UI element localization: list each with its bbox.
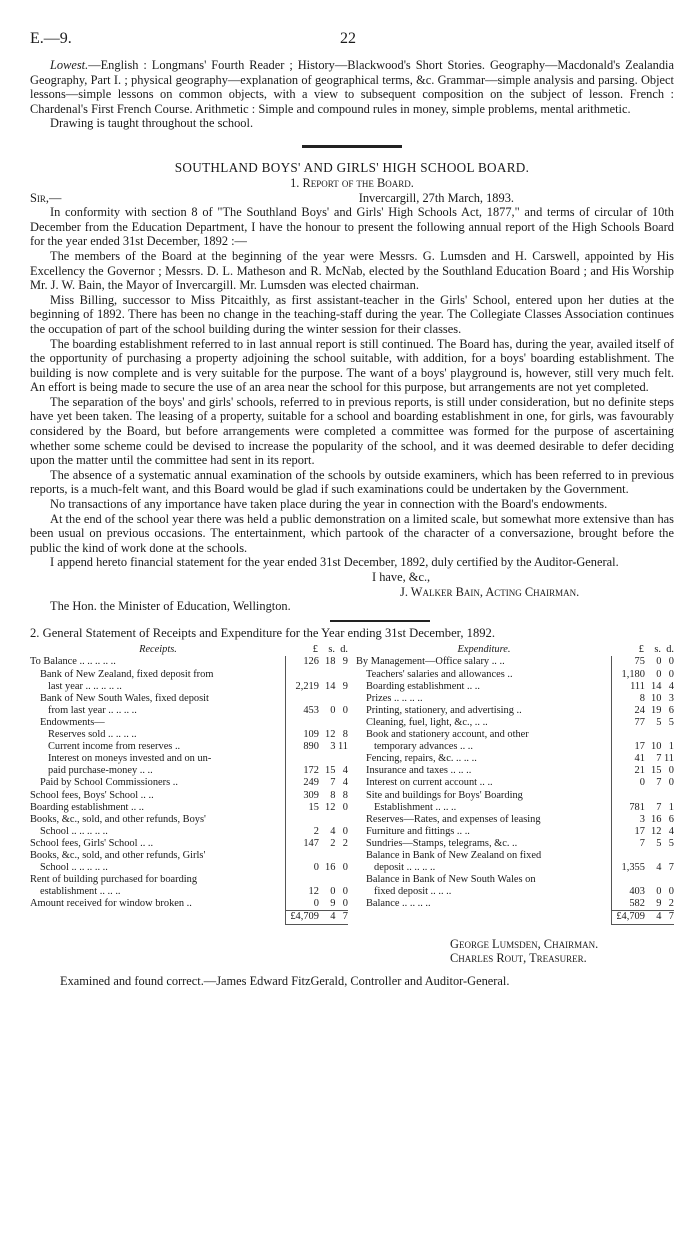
addressee: The Hon. the Minister of Education, Wellington. (50, 599, 291, 614)
amount-shillings: 7 (656, 801, 662, 813)
amount-pence (661, 850, 674, 862)
amount-shillings: 10 (651, 692, 662, 704)
account-row (356, 741, 674, 753)
amount-pence: 5 (668, 837, 674, 849)
account-row (30, 838, 348, 850)
amount-pounds: 12 (308, 886, 319, 898)
amount-pounds: 41 (634, 753, 645, 765)
account-row (356, 669, 674, 681)
account-item-label: Rent of building purchased for boarding (30, 874, 198, 886)
amount-shillings (319, 717, 335, 729)
account-item-label: Amount received for window broken .. (30, 898, 192, 910)
amount-pounds: 2,219 (295, 680, 319, 692)
amount-pounds: 453 (303, 704, 319, 716)
account-item-label: School fees, Boys' School .. .. (30, 789, 154, 801)
account-item-label: Boarding establishment .. .. (30, 801, 144, 813)
amount-shillings (319, 669, 335, 681)
amount-pounds: 126 (303, 656, 319, 668)
amount-pounds: 582 (629, 898, 645, 910)
amount-pounds: 403 (629, 886, 645, 898)
receipts-heading: Receipts. (139, 644, 177, 656)
amount-pence: 1 (668, 741, 674, 753)
section-title: SOUTHLAND BOYS' AND GIRLS' HIGH SCHOOL BOARD. (174, 159, 530, 175)
account-item-label: last year .. .. .. .. .. (48, 680, 122, 692)
report-paragraph: In conformity with section 8 of "The Southland Boys' and Girls' High Schools Act, 1877," and terms of circular of 10th December from the Education Department, I have the honour to present the following annual report of the High Schools Board for the year ended 31st December, 1892 :— (30, 205, 674, 249)
account-item-label: Site and buildings for Boys' Boarding (366, 789, 523, 801)
amount-shillings: 2 (330, 837, 336, 849)
col-pence: d. (666, 644, 674, 656)
amount-pounds: 172 (303, 765, 319, 777)
amount-pounds: 0 (639, 777, 645, 789)
amount-shillings (645, 729, 661, 741)
col-pounds: £ (312, 644, 318, 656)
amount-pounds: 249 (303, 777, 319, 789)
statement-title: 2. General Statement of Receipts and Expenditure for the Year ending 31st December, 1892. (30, 625, 495, 640)
account-item-label: Balance in Bank of New Zealand on fixed (366, 849, 542, 861)
account-item-label: Interest on current account .. .. (366, 777, 493, 789)
section-divider (302, 145, 402, 148)
account-row (356, 656, 674, 668)
account-item-label: Bank of New Zealand, fixed deposit from (40, 668, 214, 680)
lowest-label: Lowest. (50, 58, 89, 72)
account-row (30, 705, 348, 717)
account-row (356, 681, 674, 693)
report-paragraph: Miss Billing, successor to Miss Pitcaithly, as first assistant-teacher in the Girls' School, entered upon her duties at the beginning of 1892. There has been no change in the teaching-staff during the year. The Collegiate Classes Association continues the occupation of part of the school building during the winter session for their classes. (30, 292, 674, 336)
account-row (356, 886, 674, 898)
amount-shillings: 15 (651, 765, 662, 777)
amount-shillings: 19 (651, 704, 662, 716)
amount-pounds (286, 874, 319, 886)
amount-shillings: 12 (325, 729, 336, 741)
account-row (356, 874, 674, 886)
account-item-label: Cleaning, fuel, light, &c., .. .. (366, 716, 488, 728)
amount-shillings (319, 753, 335, 765)
account-row (30, 669, 348, 681)
amount-shillings: 12 (325, 801, 336, 813)
amount-pence: 11 (663, 753, 674, 765)
amount-shillings: 4 (330, 825, 336, 837)
amount-pence: 0 (342, 704, 348, 716)
account-row (30, 753, 348, 765)
amount-shillings (319, 814, 335, 826)
amount-pounds: 2 (313, 825, 319, 837)
account-row (30, 777, 348, 789)
amount-pounds: 111 (630, 680, 645, 692)
account-row (356, 850, 674, 862)
amount-shillings: 8 (330, 789, 336, 801)
place-date: Invercargill, 27th March, 1893. (358, 190, 514, 205)
total-shillings: 4 (330, 911, 336, 923)
report-paragraph: At the end of the school year there was held a public demonstration on a limited scale, but somewhat more extensive than has been usual on previous occasions. The entertainment, which partook of the character of a conversazione, brought before the public the kind of work done at the schools. (30, 511, 674, 555)
amount-pounds: 147 (303, 837, 319, 849)
amount-shillings: 12 (651, 825, 662, 837)
amount-pounds: 24 (634, 704, 645, 716)
amount-pence: 0 (342, 801, 348, 813)
statement-divider (330, 620, 430, 622)
amount-pounds (612, 850, 645, 862)
salutation: Sir,— (30, 190, 62, 205)
amount-shillings: 0 (656, 668, 662, 680)
amount-pence: 4 (342, 765, 348, 777)
amount-shillings (319, 693, 335, 705)
account-item-label: Teachers' salaries and allowances .. (366, 668, 513, 680)
report-paragraph: The absence of a systematic annual examination of the schools by outside examiners, which has been referred to in previous reports, is a much-felt want, and this Board would be glad if such examinations could be undertaken by the Government. (30, 467, 674, 497)
amount-pence: 0 (668, 656, 674, 668)
amount-shillings: 5 (656, 716, 662, 728)
account-row (30, 802, 348, 814)
account-item-label: Balance .. .. .. .. (366, 898, 431, 910)
account-row (356, 898, 674, 910)
account-row (356, 729, 674, 741)
append-paragraph: I append hereto financial statement for the year ended 31st December, 1892, duly certified by the Auditor-General. (50, 555, 619, 570)
account-row (30, 729, 348, 741)
account-item-label: paid purchase-money .. .. (48, 765, 153, 777)
account-row (30, 765, 348, 777)
amount-shillings (645, 790, 661, 802)
amount-pounds (612, 729, 645, 741)
amount-shillings: 7 (656, 753, 662, 765)
receipts-header (30, 644, 348, 656)
amount-shillings: 5 (656, 837, 662, 849)
account-statement (30, 644, 674, 924)
amount-pence: 0 (668, 777, 674, 789)
amount-shillings: 15 (325, 765, 336, 777)
account-item-label: establishment .. .. .. (40, 886, 121, 898)
account-item-label: Reserves—Rates, and expenses of leasing (366, 813, 541, 825)
amount-pence: 7 (668, 862, 674, 874)
amount-pence: 9 (342, 680, 348, 692)
amount-pence: 4 (668, 680, 674, 692)
account-row (356, 717, 674, 729)
amount-pounds (286, 717, 319, 729)
drawing-note: Drawing is taught throughout the school. (50, 116, 254, 131)
amount-pence (661, 729, 674, 741)
receipts-total (30, 910, 348, 924)
amount-pounds: 309 (303, 789, 319, 801)
account-row (356, 753, 674, 765)
amount-pence: 4 (342, 777, 348, 789)
amount-pence: 6 (668, 704, 674, 716)
account-item-label: Boarding establishment .. .. (366, 680, 480, 692)
receipts-column (30, 644, 348, 924)
amount-pounds: 21 (634, 765, 645, 777)
report-signer: J. Walker Bain, Acting Chairman. (400, 584, 580, 599)
total-pounds: £4,709 (616, 911, 645, 923)
account-row (356, 765, 674, 777)
account-item-label: School .. .. .. .. .. (40, 862, 108, 874)
amount-pence: 0 (668, 886, 674, 898)
account-item-label: Interest on moneys invested and on un- (48, 753, 212, 765)
section-subtitle: 1. Report of the Board. (290, 175, 414, 190)
account-row (30, 693, 348, 705)
account-item-label: Prizes .. .. .. .. (366, 692, 423, 704)
col-shillings: s. (654, 644, 661, 656)
lowest-text: —English : Longmans' Fourth Reader ; History—Blackwood's Short Stories. Geography—Macdonald's Zealandia Geography, Part I. ; physical geography—explanation of geographical terms, &c. Grammar—simple analysis and parsing. Object lessons—simple lessons on common objects, with a view to subsequent composition on the subject of lesson. French : Chardenal's First French Course. Arithmetic : Simple and compound rules in money, simple problems, mental arithmetic. (30, 58, 674, 116)
document-reference: E.—9. (30, 30, 72, 47)
account-row (356, 826, 674, 838)
account-item-label: Books, &c., sold, and other refunds, Boys' (30, 813, 206, 825)
amount-pounds: 1,355 (621, 862, 645, 874)
treasurer-signature: Charles Rout, Treasurer. (450, 951, 587, 966)
amount-shillings: 4 (656, 862, 662, 874)
account-item-label: Establishment .. .. .. (374, 801, 457, 813)
account-row (30, 874, 348, 886)
account-row (30, 898, 348, 910)
expenditure-heading: Expenditure. (457, 644, 511, 656)
amount-pence: 8 (342, 729, 348, 741)
account-item-label: Endowments— (40, 716, 105, 728)
account-item-label: Balance in Bank of New South Wales on (366, 874, 536, 886)
page-header (30, 30, 674, 52)
account-row (30, 656, 348, 668)
amount-shillings: 9 (330, 898, 336, 910)
amount-pence (335, 850, 348, 862)
amount-pounds: 8 (639, 692, 645, 704)
account-row (30, 826, 348, 838)
amount-shillings: 9 (656, 898, 662, 910)
amount-pounds: 77 (634, 716, 645, 728)
amount-pounds: 7 (639, 837, 645, 849)
amount-pence: 11 (337, 741, 348, 753)
amount-pence: 2 (342, 837, 348, 849)
amount-pence (335, 669, 348, 681)
total-shillings: 4 (656, 911, 662, 923)
account-row (356, 705, 674, 717)
account-item-label: Book and stationery account, and other (366, 729, 529, 741)
amount-pence (335, 753, 348, 765)
amount-pence: 0 (342, 886, 348, 898)
account-item-label: To Balance .. .. .. .. .. (30, 656, 116, 668)
amount-shillings: 16 (325, 862, 336, 874)
account-row (30, 886, 348, 898)
account-item-label: Fencing, repairs, &c. .. .. .. (366, 753, 477, 765)
amount-shillings: 14 (651, 680, 662, 692)
account-item-label: School .. .. .. .. .. (40, 825, 108, 837)
amount-pounds: 75 (634, 656, 645, 668)
account-row (30, 814, 348, 826)
col-pence: d. (340, 644, 348, 656)
amount-pounds (286, 753, 319, 765)
amount-pence: 5 (668, 716, 674, 728)
account-item-label: By Management—Office salary .. .. (356, 656, 505, 668)
amount-pence (335, 874, 348, 886)
account-row (30, 741, 348, 753)
amount-pence (335, 717, 348, 729)
account-item-label: Furniture and fittings .. .. (366, 825, 470, 837)
amount-pence: 0 (342, 825, 348, 837)
amount-pounds: 0 (313, 898, 319, 910)
amount-pence: 2 (668, 898, 674, 910)
amount-pounds: 890 (303, 741, 319, 753)
amount-pence: 0 (342, 898, 348, 910)
amount-shillings: 0 (330, 704, 336, 716)
report-paragraph: The boarding establishment referred to in last annual report is still continued. The Board has, during the year, availed itself of the opportunity of purchasing a property adjoining the school suitable, with addition, for a boys' boarding establishment. The building is now complete and is very suitable for the purpose. The want of a boys' playground is, however, still very much felt. An effort is being made to secure the use of an area near the school for this purpose, but arrangements are not yet completed. (30, 336, 674, 395)
amount-pounds (612, 874, 645, 886)
amount-shillings: 3 (330, 741, 336, 753)
amount-pounds: 781 (629, 801, 645, 813)
account-row (30, 681, 348, 693)
account-item-label: Reserves sold .. .. .. .. (48, 729, 137, 741)
amount-shillings: 7 (330, 777, 336, 789)
account-row (30, 862, 348, 874)
account-row (356, 790, 674, 802)
amount-shillings: 16 (651, 813, 662, 825)
account-item-label: temporary advances .. .. (374, 741, 473, 753)
account-item-label: School fees, Girls' School .. .. (30, 837, 154, 849)
amount-shillings: 0 (656, 886, 662, 898)
amount-pence (335, 814, 348, 826)
col-pounds: £ (638, 644, 644, 656)
account-item-label: deposit .. .. .. .. (374, 862, 436, 874)
chairman-signature: George Lumsden, Chairman. (450, 936, 599, 951)
closing: I have, &c., (372, 570, 431, 584)
amount-shillings: 0 (330, 886, 336, 898)
account-row (356, 777, 674, 789)
expenditure-total (356, 910, 674, 924)
amount-pence: 3 (668, 692, 674, 704)
account-item-label: Current income from reserves .. (48, 741, 181, 753)
amount-pounds: 1,180 (621, 668, 645, 680)
lowest-curriculum (30, 58, 674, 116)
amount-pence: 9 (342, 656, 348, 668)
amount-shillings: 10 (651, 741, 662, 753)
account-item-label: Sundries—Stamps, telegrams, &c. .. (366, 837, 518, 849)
expenditure-column (356, 644, 674, 924)
amount-pence: 0 (668, 765, 674, 777)
account-item-label: from last year .. .. .. .. (48, 704, 137, 716)
amount-pounds (286, 814, 319, 826)
total-pence: 7 (342, 911, 348, 923)
account-item-label: Bank of New South Wales, fixed deposit (40, 692, 209, 704)
col-shillings: s. (328, 644, 335, 656)
account-row (356, 693, 674, 705)
auditor-certification: Examined and found correct.—James Edward FitzGerald, Controller and Auditor-General. (60, 973, 510, 988)
account-row (30, 790, 348, 802)
amount-pounds: 17 (634, 825, 645, 837)
amount-pence: 8 (342, 789, 348, 801)
account-item-label: Insurance and taxes .. .. .. (366, 765, 472, 777)
account-item-label: Books, &c., sold, and other refunds, Girls' (30, 849, 206, 861)
amount-pounds (286, 669, 319, 681)
amount-shillings (645, 874, 661, 886)
amount-shillings (319, 850, 335, 862)
account-row (30, 850, 348, 862)
amount-pence (661, 790, 674, 802)
account-row (356, 862, 674, 874)
amount-pounds: 109 (303, 729, 319, 741)
amount-pounds (612, 790, 645, 802)
amount-pounds (286, 850, 319, 862)
amount-shillings: 14 (325, 680, 336, 692)
amount-pounds: 0 (313, 862, 319, 874)
account-row (356, 838, 674, 850)
amount-pence: 6 (668, 813, 674, 825)
amount-pence: 0 (668, 668, 674, 680)
amount-shillings: 18 (325, 656, 336, 668)
amount-pounds (286, 693, 319, 705)
report-paragraph: The members of the Board at the beginning of the year were Messrs. G. Lumsden and H. Carswell, appointed by His Excellency the Governor ; Messrs. D. L. Matheson and R. McNab, elected by the Southland Education Board ; and His Worship Mr. J. W. Bain, the Mayor of Invercargill. Mr. Lumsden was elected chairman. (30, 248, 674, 293)
account-row (30, 717, 348, 729)
account-item-label: Paid by School Commissioners .. (40, 777, 178, 789)
report-body (30, 205, 674, 555)
account-item-label: fixed deposit .. .. .. (374, 886, 452, 898)
total-pence: 7 (668, 911, 674, 923)
expenditure-header (356, 644, 674, 656)
report-paragraph: The separation of the boys' and girls' schools, referred to in previous reports, is still under consideration, but no definite steps have yet been taken. The leasing of a property, suitable for a school and boarding establishment in one, for girls, was favourably considered by the Board, but before arrangements were completed a committee was formed for the purpose of ascertaining whether some scheme could be devised to increase the popularity of the school, and it was deemed desirable to defer deciding upon the matter until the committee had sent in its report. (30, 394, 674, 468)
amount-shillings: 7 (656, 777, 662, 789)
account-row (356, 814, 674, 826)
report-paragraph: No transactions of any importance have taken place during the year in connection with the Board's endowments. (50, 497, 608, 512)
account-row (356, 802, 674, 814)
total-pounds: £4,709 (290, 911, 319, 923)
account-item-label: Printing, stationery, and advertising .. (366, 704, 522, 716)
amount-pence: 1 (668, 801, 674, 813)
amount-shillings (645, 850, 661, 862)
salutation-row (30, 191, 674, 206)
amount-pence (335, 693, 348, 705)
amount-shillings (319, 874, 335, 886)
amount-pence: 0 (342, 862, 348, 874)
amount-shillings: 0 (656, 656, 662, 668)
amount-pounds: 17 (634, 741, 645, 753)
amount-pounds: 3 (639, 813, 645, 825)
amount-pounds: 15 (308, 801, 319, 813)
amount-pence (661, 874, 674, 886)
page-number: 22 (340, 30, 356, 47)
amount-pence: 4 (668, 825, 674, 837)
